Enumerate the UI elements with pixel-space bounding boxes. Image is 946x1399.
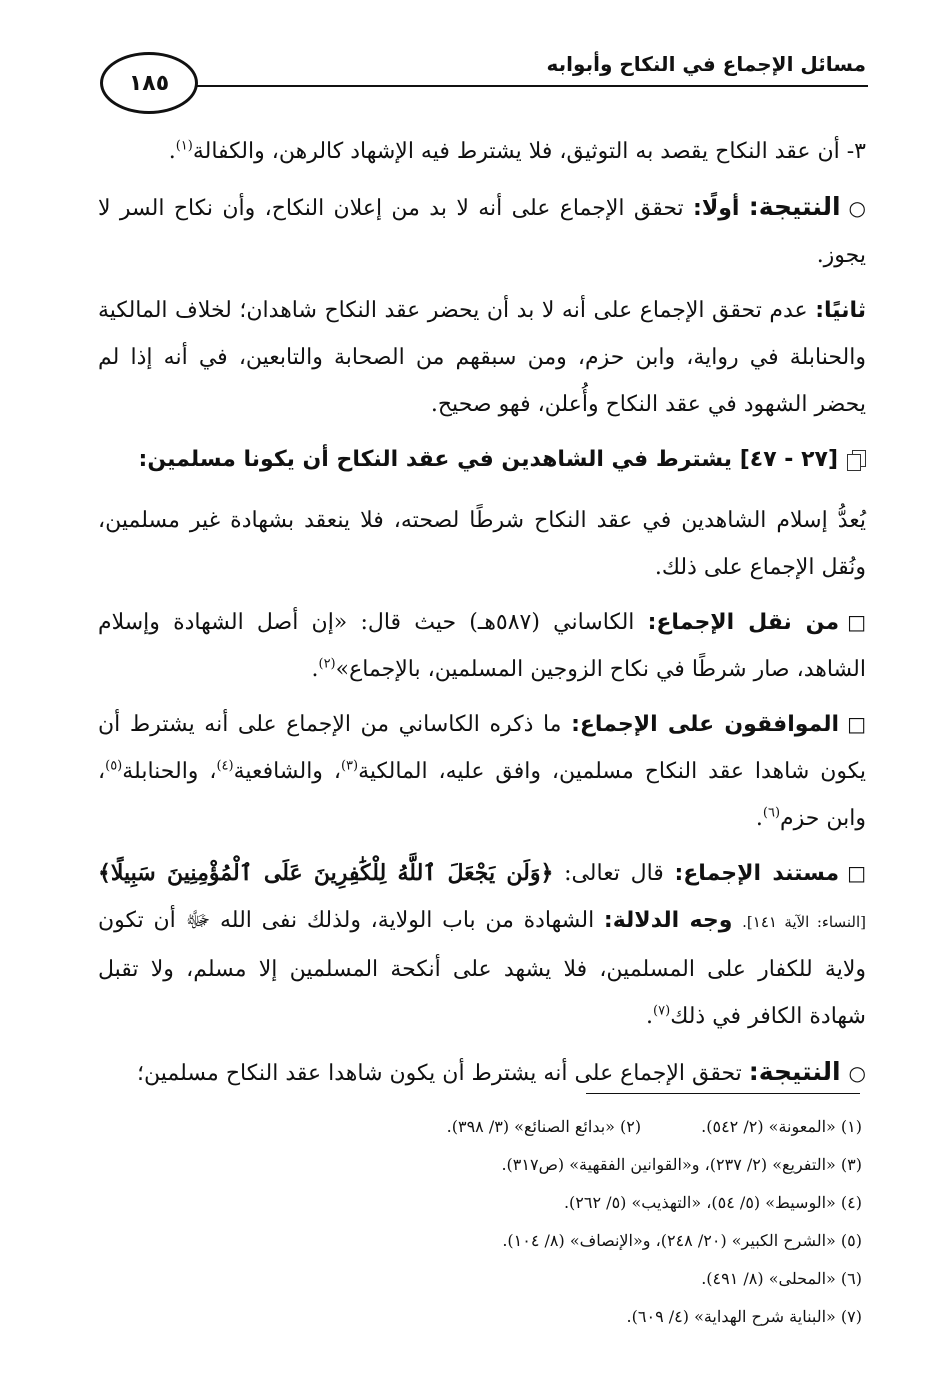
footnote-row	[100, 1108, 862, 1146]
indication-label: وجه الدلالة:	[603, 908, 733, 933]
paragraph-1	[98, 128, 866, 175]
section-number: [٢٧ - ٤٧]	[739, 447, 838, 472]
paragraph-text: قال تعالى:	[564, 861, 664, 886]
section-title: يشترط في الشاهدين في عقد النكاح أن يكونا مسلمين:	[138, 447, 733, 472]
page-number-badge	[100, 52, 198, 114]
result-label: النتيجة:	[748, 1057, 841, 1086]
paragraph-text: تحقق الإجماع على أنه يشترط أن يكون شاهدا عقد النكاح مسلمين؛	[137, 1061, 742, 1086]
footnote-ref: (٢)	[318, 656, 336, 672]
quran-verse: ﴿وَلَن يَجْعَلَ ٱللَّهُ لِلْكَٰفِرِينَ عَلَى ٱلْمُؤْمِنِينَ سَبِيلًا﴾	[98, 860, 554, 886]
footnote-7: (٧) «البناية شرح الهداية» (٤/ ٦٠٩).	[626, 1307, 862, 1326]
footnote-ref: (٧)	[653, 1003, 671, 1019]
paragraph-result-1	[98, 183, 866, 279]
paragraph-transmitter	[98, 599, 866, 693]
transmitter-label: من نقل الإجماع:	[647, 610, 840, 635]
footnote-ref: (٤)	[216, 758, 234, 774]
paragraph-end: .	[311, 657, 319, 682]
documents-icon	[848, 450, 866, 470]
paragraph-text: الكاساني (٥٨٧هـ) حيث قال: «إن أصل الشهادة وإسلام الشاهد، صار شرطًا في نكاح الزوجين المسلمين، بالإجماع»	[98, 610, 866, 682]
paragraph-text: عدم تحقق الإجماع على أنه لا بد أن يحضر عقد النكاح شاهدان؛ لخلاف المالكية والحنابلة في رواية، وابن حزم، ومن سبقهم من الصحابة والتابعين، في أنه إذا لم يحضر الشهود في عقد النكاح وأُعلن، فهو صحيح.	[98, 298, 866, 417]
footnote-ref: (١)	[175, 138, 193, 154]
square-bullet-icon: □	[847, 610, 866, 634]
footnote-5: (٥) «الشرح الكبير» (٢٠/ ٢٤٨)، و«الإنصاف» (٨/ ١٠٤).	[502, 1231, 862, 1250]
circle-bullet-icon: ○	[848, 1061, 866, 1085]
footnote-4: (٤) «الوسيط» (٥/ ٥٤)، «التهذيب» (٥/ ٢٦٢).	[563, 1193, 862, 1212]
basis-label: مستند الإجماع:	[674, 861, 840, 886]
paragraph-text: ، والشافعية	[233, 759, 341, 784]
paragraph-intro	[98, 497, 866, 591]
square-bullet-icon: □	[847, 861, 866, 885]
paragraph-basis	[98, 850, 866, 1040]
footnote-2: (٢) «بدائع الصنائع» (٣/ ٣٩٨).	[446, 1117, 642, 1136]
paragraph-text: ، وابن حزم	[98, 759, 866, 831]
header-rule	[190, 85, 868, 87]
second-label: ثانيًا:	[815, 298, 867, 323]
paragraph-result-3	[98, 1048, 866, 1097]
page-number: ١٨٥	[128, 70, 170, 96]
footnote-3: (٣) «التفريع» (٢/ ٢٣٧)، و«القوانين الفقهية» (ص٣١٧).	[501, 1155, 862, 1174]
paragraph-end: .	[646, 1004, 654, 1029]
footnotes	[100, 1108, 862, 1336]
paragraph-text: ٣- أن عقد النكاح يقصد به التوثيق، فلا يشترط فيه الإشهاد كالرهن، والكفالة	[192, 139, 866, 164]
agreeing-label: الموافقون على الإجماع:	[571, 712, 840, 737]
square-bullet-icon: □	[847, 712, 867, 736]
paragraph-end: .	[755, 806, 763, 831]
footnote-rule	[586, 1093, 860, 1094]
paragraph-text: يُعدُّ إسلام الشاهدين في عقد النكاح شرطًا لصحته، فلا ينعقد بشهادة غير مسلمين، ونُقل الإجماع على ذلك.	[98, 508, 866, 580]
result-label: النتيجة:	[748, 192, 841, 221]
verse-reference: [النساء: الآية ١٤١].	[742, 913, 866, 931]
circle-bullet-icon: ○	[848, 196, 866, 220]
footnote-ref: (٥)	[105, 758, 123, 774]
footnote-6: (٦) «المحلى» (٨/ ٤٩١).	[701, 1269, 862, 1288]
first-label: أولًا:	[693, 196, 740, 221]
running-header-title: مسائل الإجماع في النكاح وأبوابه	[546, 52, 866, 76]
paragraph-result-2	[98, 287, 866, 428]
footnote-ref: (٦)	[762, 805, 781, 821]
section-heading	[98, 436, 866, 483]
page-body	[98, 128, 866, 1105]
footnote-1: (١) «المعونة» (٢/ ٥٤٢).	[701, 1117, 862, 1136]
paragraph-text: ، والحنابلة	[122, 759, 217, 784]
paragraph-end: .	[168, 139, 176, 164]
paragraph-text: الشهادة من باب الولاية، ولذلك نفى الله ﷻ أن تكون ولاية للكفار على المسلمين، فلا يشهد على أنكحة المسلمين إلا مسلم، ولا تقبل شهادة الكافر في ذلك	[98, 908, 866, 1029]
paragraph-text: تحقق الإجماع على أنه لا بد من إعلان النكاح، وأن نكاح السر لا يجوز.	[98, 196, 866, 268]
paragraph-agreeing	[98, 701, 866, 842]
paragraph-text: ما ذكره الكاساني من الإجماع على أنه يشترط أن يكون شاهدا عقد النكاح مسلمين، وافق عليه، المالكية	[98, 712, 866, 784]
footnote-ref: (٣)	[340, 758, 359, 774]
